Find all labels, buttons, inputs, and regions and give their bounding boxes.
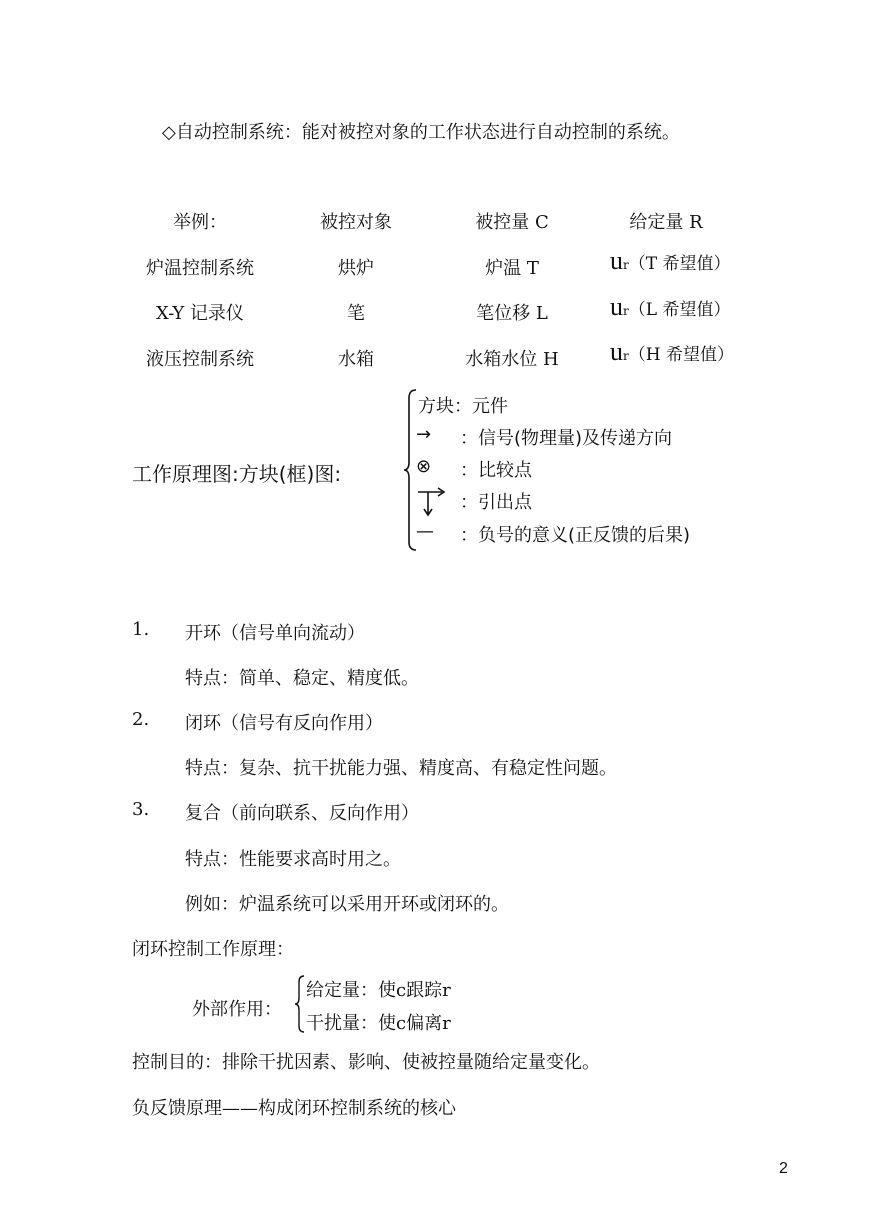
row2-given-symbol: u bbox=[610, 292, 623, 321]
list-feature-1: 特点：简单、稳定、精度低。 bbox=[185, 668, 419, 689]
row1-given-sub: r bbox=[623, 258, 629, 272]
row1-quantity: 炉温 T bbox=[485, 258, 539, 279]
legend-item-negative: ：负号的意义(正反馈的后果) bbox=[460, 525, 691, 546]
page-number: 2 bbox=[779, 1160, 788, 1177]
external-action-brace bbox=[294, 974, 306, 1034]
external-item-disturbance: 干扰量：使c偏离r bbox=[306, 1013, 451, 1034]
row2-quantity: 笔位移 L bbox=[476, 303, 548, 324]
intro-text: ◇自动控制系统：能对被控对象的工作状态进行自动控制的系统。 bbox=[162, 122, 680, 143]
row2-system: X-Y 记录仪 bbox=[156, 303, 244, 324]
external-action-label: 外部作用： bbox=[192, 999, 282, 1020]
legend-item-block: 方块：元件 bbox=[418, 396, 508, 417]
list-title-3: 复合（前向联系、反向作用） bbox=[185, 803, 419, 824]
row1-given-note: （T 希望值） bbox=[628, 254, 731, 274]
row1-given-symbol: u bbox=[610, 246, 623, 275]
row2-given bbox=[610, 292, 730, 322]
list-feature-3b: 例如：炉温系统可以采用开环或闭环的。 bbox=[185, 894, 509, 915]
minus-icon: — bbox=[416, 521, 434, 542]
negative-feedback-principle: 负反馈原理——构成闭环控制系统的核心 bbox=[132, 1098, 456, 1119]
comparator-icon: ⊗ bbox=[416, 456, 432, 477]
row3-quantity: 水箱水位 H bbox=[465, 349, 559, 370]
takeoff-point-icon bbox=[416, 486, 448, 520]
header-example: 举例： bbox=[173, 212, 227, 233]
row3-system: 液压控制系统 bbox=[146, 349, 254, 370]
row3-given-sub: r bbox=[623, 349, 629, 363]
list-num-2: 2. bbox=[132, 709, 150, 730]
header-given: 给定量 R bbox=[629, 212, 703, 233]
row2-given-sub: r bbox=[623, 304, 629, 318]
list-num-1: 1. bbox=[132, 619, 150, 640]
header-quantity: 被控量 C bbox=[475, 212, 549, 233]
legend-item-signal: ：信号(物理量)及传递方向 bbox=[460, 428, 673, 449]
row2-object: 笔 bbox=[347, 303, 365, 324]
legend-title: 工作原理图:方块(框)图: bbox=[132, 462, 342, 486]
closed-loop-heading: 闭环控制工作原理： bbox=[132, 939, 294, 960]
row2-given-note: （L 希望值） bbox=[628, 300, 731, 320]
legend-item-takeoff: ：引出点 bbox=[460, 492, 532, 513]
list-title-2: 闭环（信号有反向作用） bbox=[185, 713, 383, 734]
list-num-3: 3. bbox=[132, 799, 150, 820]
control-purpose: 控制目的：排除干扰因素、影响、使被控量随给定量变化。 bbox=[132, 1052, 600, 1073]
list-title-1: 开环（信号单向流动） bbox=[185, 623, 365, 644]
row3-given-symbol: u bbox=[610, 337, 623, 366]
legend-item-compare: ：比较点 bbox=[460, 460, 532, 481]
row3-given bbox=[610, 337, 734, 367]
header-object: 被控对象 bbox=[320, 212, 392, 233]
row1-given bbox=[610, 246, 731, 276]
list-feature-3a: 特点：性能要求高时用之。 bbox=[185, 849, 401, 870]
external-item-given: 给定量：使c跟踪r bbox=[306, 980, 451, 1001]
row1-object: 烘炉 bbox=[338, 258, 374, 279]
list-feature-2: 特点：复杂、抗干扰能力强、精度高、有稳定性问题。 bbox=[185, 758, 617, 779]
row3-given-note: （H 希望值） bbox=[628, 345, 734, 365]
row1-system: 炉温控制系统 bbox=[146, 258, 254, 279]
row3-object: 水箱 bbox=[338, 349, 374, 370]
arrow-icon: → bbox=[416, 424, 432, 445]
